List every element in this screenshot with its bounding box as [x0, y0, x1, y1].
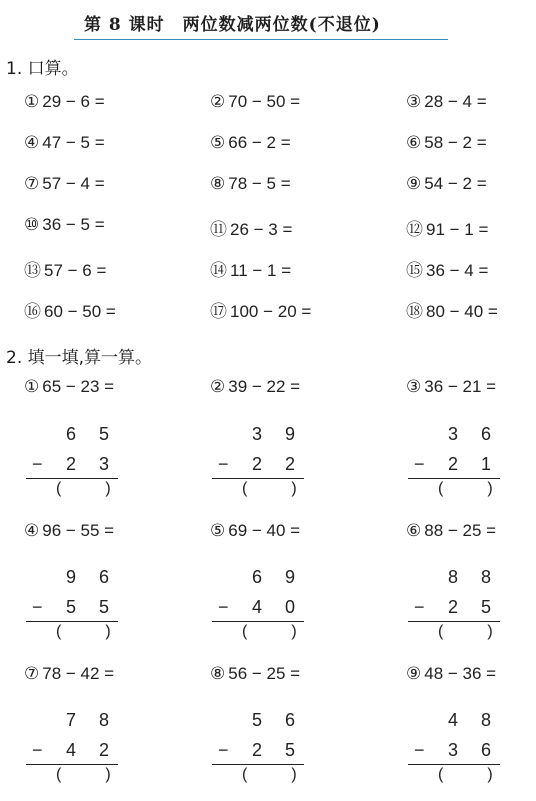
oral-problem [210, 215, 292, 240]
oral-problem [210, 256, 291, 281]
answer-blank[interactable] [242, 623, 297, 641]
left-paren: ( [242, 480, 248, 497]
problem-expression: 88 − 25 = [424, 521, 497, 540]
result-line [212, 621, 304, 622]
vertical-subtraction [212, 710, 322, 796]
minuend-digits: 6 5 [66, 424, 119, 444]
problem-number: ② [210, 377, 226, 397]
subtrahend-digits: 4 2 [66, 740, 119, 760]
result-line [26, 621, 118, 622]
subtrahend-digits: 2 3 [66, 454, 119, 474]
result-line [408, 478, 500, 479]
problem-number: ⑤ [210, 133, 226, 153]
minuend-digits: 8 8 [448, 567, 501, 587]
problem-expression: 96 − 55 = [42, 521, 115, 540]
answer-blank[interactable] [438, 480, 493, 498]
right-paren: ) [291, 623, 297, 640]
oral-row [0, 92, 536, 118]
subtrahend-digits: 2 5 [448, 597, 501, 617]
minus-sign: − [218, 454, 229, 474]
minuend-digits: 3 9 [252, 424, 305, 444]
oral-problem [406, 256, 488, 281]
minuend-digits: 3 6 [448, 424, 501, 444]
problem-number: ① [24, 377, 40, 397]
problem-number: ⑦ [24, 174, 40, 194]
minus-sign: − [414, 740, 425, 760]
right-paren: ) [487, 480, 493, 497]
problem-number: ⑦ [24, 664, 40, 684]
vertical-subtraction [212, 424, 322, 510]
minuend-digits: 4 8 [448, 710, 501, 730]
result-line [26, 764, 118, 765]
left-paren: ( [242, 766, 248, 783]
problem-number: ④ [24, 521, 40, 541]
oral-problem [24, 215, 105, 235]
problem-number: ⑧ [210, 664, 226, 684]
oral-problem [210, 174, 291, 194]
oral-problem [406, 92, 487, 112]
problem-expression: 66 − 2 = [228, 133, 291, 152]
oral-problem [210, 133, 291, 153]
problem-number: ⑱ [406, 302, 423, 322]
oral-problem [210, 92, 300, 112]
left-paren: ( [56, 480, 62, 497]
problem-number: ⑬ [24, 261, 41, 281]
vertical-problem-expression [406, 521, 496, 541]
result-line [408, 621, 500, 622]
vertical-problem-expression [210, 377, 300, 397]
problem-expression: 91 − 1 = [426, 220, 489, 239]
minuend-digits: 6 9 [252, 567, 305, 587]
result-line [212, 478, 304, 479]
subtrahend-digits: 4 0 [252, 597, 305, 617]
oral-problem [24, 92, 105, 112]
problem-expression: 29 − 6 = [42, 92, 105, 111]
oral-problem [24, 174, 105, 194]
vertical-problem-expression [210, 521, 300, 541]
answer-blank[interactable] [438, 623, 493, 641]
answer-blank[interactable] [438, 766, 493, 784]
oral-problem [24, 256, 106, 281]
problem-number: ⑰ [210, 302, 227, 322]
problem-expression: 100 − 20 = [230, 302, 312, 321]
minus-sign: − [32, 597, 43, 617]
problem-expression: 11 − 1 = [230, 261, 292, 280]
problem-number: ⑧ [210, 174, 226, 194]
problem-expression: 39 − 22 = [228, 377, 301, 396]
problem-number: ③ [406, 377, 422, 397]
oral-row [0, 133, 536, 159]
vertical-subtraction [26, 567, 136, 653]
section-2-title: 2. 填一填,算一算。 [6, 348, 153, 368]
problem-number: ② [210, 92, 226, 112]
right-paren: ) [105, 623, 111, 640]
problem-number: ⑭ [210, 261, 227, 281]
section-1-title: 1. 口算。 [6, 59, 79, 79]
oral-row [0, 297, 536, 323]
subtrahend-digits: 2 2 [252, 454, 305, 474]
problem-expression: 28 − 4 = [424, 92, 487, 111]
minuend-digits: 9 6 [66, 567, 119, 587]
problem-expression: 36 − 21 = [424, 377, 497, 396]
vertical-subtraction [408, 424, 518, 510]
minus-sign: − [218, 597, 229, 617]
left-paren: ( [56, 623, 62, 640]
subtrahend-digits: 5 5 [66, 597, 119, 617]
problem-expression: 58 − 2 = [424, 133, 487, 152]
oral-problem [406, 174, 487, 194]
answer-blank[interactable] [56, 766, 111, 784]
answer-blank[interactable] [242, 766, 297, 784]
minus-sign: − [32, 740, 43, 760]
right-paren: ) [291, 480, 297, 497]
left-paren: ( [438, 766, 444, 783]
minuend-digits: 7 8 [66, 710, 119, 730]
problem-expression: 69 − 40 = [228, 521, 301, 540]
right-paren: ) [487, 766, 493, 783]
oral-row [0, 256, 536, 282]
vertical-subtraction [26, 424, 136, 510]
oral-problem [24, 133, 105, 153]
page-header [0, 6, 536, 38]
problem-number: ⑫ [406, 220, 423, 240]
subtrahend-digits: 2 5 [252, 740, 305, 760]
vertical-subtraction [26, 710, 136, 796]
answer-blank[interactable] [56, 480, 111, 498]
problem-expression: 60 − 50 = [44, 302, 116, 321]
problem-number: ⑮ [406, 261, 423, 281]
problem-expression: 65 − 23 = [42, 377, 115, 396]
oral-row [0, 215, 536, 241]
problem-expression: 56 − 25 = [228, 664, 301, 683]
problem-expression: 47 − 5 = [42, 133, 105, 152]
problem-expression: 78 − 42 = [42, 664, 115, 683]
left-paren: ( [56, 766, 62, 783]
vertical-problem-expression [24, 664, 114, 684]
problem-number: ⑪ [210, 220, 227, 240]
lesson-title: 第 8 课时 两位数减两位数(不退位) [84, 15, 381, 35]
right-paren: ) [291, 766, 297, 783]
problem-number: ④ [24, 133, 40, 153]
minus-sign: − [414, 454, 425, 474]
result-line [408, 764, 500, 765]
problem-expression: 57 − 6 = [44, 261, 107, 280]
problem-expression: 54 − 2 = [424, 174, 487, 193]
problem-expression: 36 − 5 = [42, 215, 105, 234]
right-paren: ) [105, 480, 111, 497]
vertical-problem-expression [24, 521, 114, 541]
problem-expression: 36 − 4 = [426, 261, 489, 280]
minus-sign: − [218, 740, 229, 760]
vertical-problem-expression [24, 377, 114, 397]
problem-expression: 57 − 4 = [42, 174, 105, 193]
vertical-subtraction [408, 567, 518, 653]
vertical-problem-expression [210, 664, 300, 684]
problem-expression: 48 − 36 = [424, 664, 497, 683]
oral-problem [406, 133, 487, 153]
minus-sign: − [414, 597, 425, 617]
left-paren: ( [438, 623, 444, 640]
right-paren: ) [487, 623, 493, 640]
left-paren: ( [242, 623, 248, 640]
problem-expression: 78 − 5 = [228, 174, 291, 193]
problem-expression: 26 − 3 = [230, 220, 293, 239]
problem-number: ⑩ [24, 215, 40, 235]
oral-problem [210, 297, 311, 322]
problem-number: ⑨ [406, 664, 422, 684]
subtrahend-digits: 2 1 [448, 454, 501, 474]
vertical-subtraction [408, 710, 518, 796]
problem-number: ① [24, 92, 40, 112]
minuend-digits: 5 6 [252, 710, 305, 730]
vertical-problem-expression [406, 377, 496, 397]
answer-blank[interactable] [56, 623, 111, 641]
result-line [26, 478, 118, 479]
title-underline [74, 39, 448, 40]
vertical-problem-expression [406, 664, 496, 684]
problem-expression: 70 − 50 = [228, 92, 301, 111]
problem-number: ⑥ [406, 133, 422, 153]
oral-row [0, 174, 536, 200]
problem-number: ⑤ [210, 521, 226, 541]
left-paren: ( [438, 480, 444, 497]
result-line [212, 764, 304, 765]
answer-blank[interactable] [242, 480, 297, 498]
minus-sign: − [32, 454, 43, 474]
problem-number: ⑥ [406, 521, 422, 541]
problem-number: ⑯ [24, 302, 41, 322]
oral-problem [24, 297, 116, 322]
subtrahend-digits: 3 6 [448, 740, 501, 760]
vertical-subtraction [212, 567, 322, 653]
problem-number: ⑨ [406, 174, 422, 194]
problem-expression: 80 − 40 = [426, 302, 498, 321]
problem-number: ③ [406, 92, 422, 112]
oral-problem [406, 297, 498, 322]
oral-problem [406, 215, 488, 240]
right-paren: ) [105, 766, 111, 783]
